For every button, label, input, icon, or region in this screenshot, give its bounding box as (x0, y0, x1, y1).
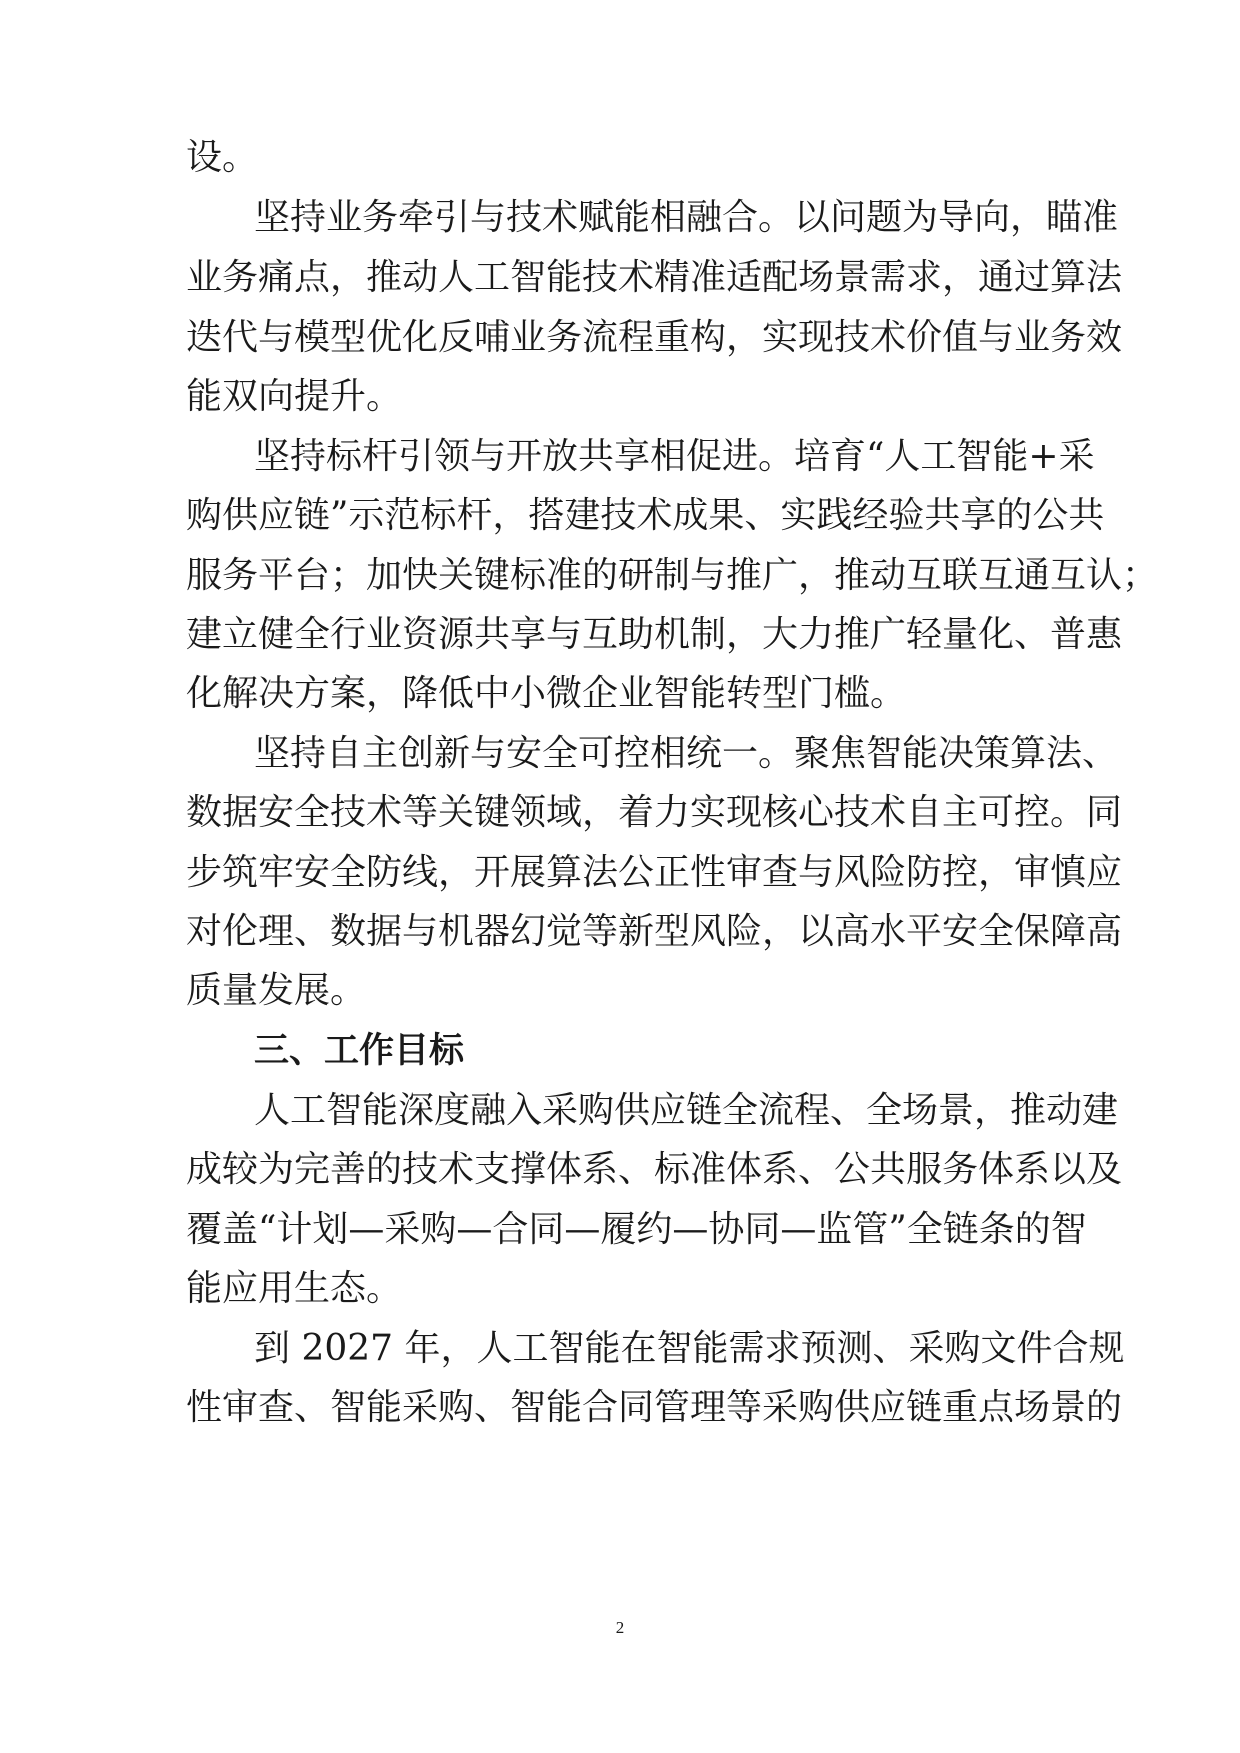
text-line: 服务平台；加快关键标准的研制与推广，推动互联互通互认； (186, 555, 1159, 596)
text-line: 覆盖“计划—采购—合同—履约—协同—监管”全链条的智 (186, 1209, 1087, 1250)
text-line: 步筑牢安全防线，开展算法公正性审查与风险防控，审慎应 (186, 852, 1123, 893)
text-line: 性审查、智能采购、智能合同管理等采购供应链重点场景的 (186, 1387, 1123, 1428)
paragraph-first-line: 到 2027 年，人工智能在智能需求预测、采购文件合规 (254, 1328, 1125, 1369)
text-line: 质量发展。 (186, 970, 367, 1011)
text-line: 迭代与模型优化反哺业务流程重构，实现技术价值与业务效 (186, 317, 1123, 358)
page-number: 2 (615, 1618, 625, 1637)
paragraph-first-line: 坚持自主创新与安全可控相统一。聚焦智能决策算法、 (254, 733, 1119, 774)
text-line: 能应用生态。 (186, 1268, 403, 1309)
paragraph-first-line: 坚持业务牵引与技术赋能相融合。以问题为导向，瞄准 (254, 197, 1119, 238)
paragraph-first-line: 坚持标杆引领与开放共享相促进。培育“人工智能+采 (254, 436, 1095, 477)
text-line: 业务痛点，推动人工智能技术精准适配场景需求，通过算法 (186, 257, 1123, 298)
text-line: 化解决方案，降低中小微企业智能转型门槛。 (186, 673, 907, 714)
text-line: 对伦理、数据与机器幻觉等新型风险，以高水平安全保障高 (186, 911, 1123, 952)
text-line: 购供应链”示范标杆，搭建技术成果、实践经验共享的公共 (186, 495, 1105, 536)
text-line: 建立健全行业资源共享与互助机制，大力推广轻量化、普惠 (186, 614, 1123, 655)
text-line: 数据安全技术等关键领域，着力实现核心技术自主可控。同 (186, 792, 1123, 833)
paragraph-first-line: 人工智能深度融入采购供应链全流程、全场景，推动建 (254, 1090, 1119, 1131)
text-line: 能双向提升。 (186, 376, 403, 417)
text-line: 设。 (186, 137, 259, 178)
section-heading: 三、工作目标 (254, 1031, 465, 1071)
text-line: 成较为完善的技术支撑体系、标准体系、公共服务体系以及 (186, 1149, 1123, 1190)
